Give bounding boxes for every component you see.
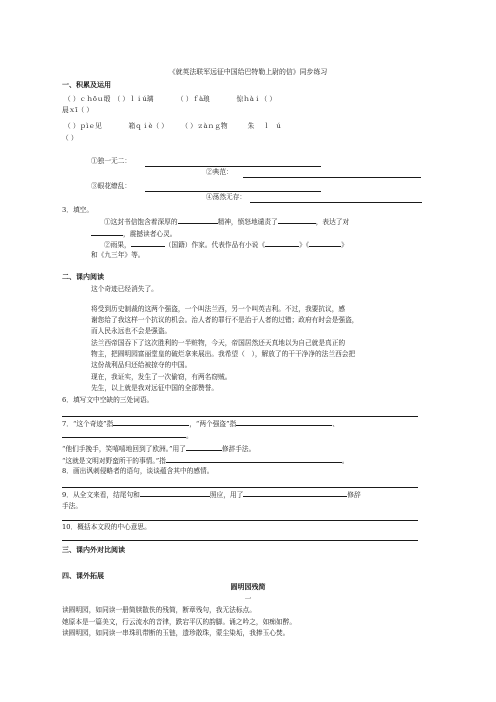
q3-2-text-a: ②雨果，: [104, 241, 131, 249]
idiom-4-answer-line: [250, 202, 422, 203]
q3-2-text-c: 》《: [299, 241, 310, 249]
q3-1-blank-1: [178, 217, 218, 224]
q7-blank-1: [113, 419, 189, 426]
idiom-2-label: ②典范：: [206, 168, 233, 176]
pinyin-line-1a: （ ）ｃｈōｕ缎 （ ）ｌｉú璃 （ ）ｆà琅 惊ｈàｉ（ ）: [64, 95, 277, 103]
pinyin-line-2b: （ ）: [62, 134, 78, 142]
section-2-heading: 二、课内阅读: [62, 273, 104, 281]
q7-text-b: ，“两个强盗”指: [189, 420, 237, 428]
article-title: 圆明园残简: [230, 583, 266, 591]
q3-1-blank-3: [91, 229, 123, 236]
q3-2-blank-1: [131, 240, 165, 247]
idiom-4-label: ④荡然无存：: [206, 193, 247, 201]
question-6: 6．填写文中空缺的三处词语。: [62, 396, 154, 404]
quote-question-1: [62, 444, 255, 454]
question-8: 8．画出讽刺侵略者的语句，谈谈蕴含其中的感情。: [62, 467, 214, 475]
article-line-2: 她原本是一篇美文，行云流水的音律，跌宕平仄的韵脚。诵之吟之，如痴如醉。: [62, 618, 297, 626]
article-line-3: 读圆明园，如同读一串珠玑带断的玉链，遗珍散珠，蒙尘染垢，我捧玉心焚。: [62, 629, 290, 637]
question-9-line-2: 手法。: [62, 502, 83, 510]
pinyin-line-2a: （ ）ｐìｅ见 箱ｑｉè（ ） （ ）ｚàｎｇ物 朱 ｌ ú: [64, 122, 281, 130]
section-3-heading: 三、课内外对比阅读: [62, 546, 125, 554]
q9-text-b: 照应，用了: [209, 491, 244, 499]
q9-text-c: 修辞: [347, 491, 361, 499]
passage-p1-line-1: 将受到历史制裁的这两个强盗，一个叫法兰西，另一个叫英吉利。不过，我要抗议，感: [91, 305, 346, 313]
q3-1-text-d: ，震撼读者心灵。: [123, 230, 177, 238]
passage-p1-line-3: 而人民永远也不会是强盗。: [91, 327, 172, 335]
quote2-text-a: “这就是文明对野蛮所干的事情。”指: [62, 457, 166, 465]
question-10: 10．概括本文段的中心意思。: [62, 523, 151, 531]
q3-1-text-b: 精神，愤怒地谴责了: [217, 218, 278, 226]
article-line-1: 读圆明园，如同读一册简牍散佚的残简，断章残句，我无法标点。: [62, 606, 256, 614]
q3-1-blank-2: [278, 217, 316, 224]
idiom-3-answer-line: [145, 191, 321, 192]
q3-2-blank-2: [265, 240, 299, 247]
quote-question-2: [62, 456, 349, 466]
q7-blank-2: [236, 419, 332, 426]
document-title: 《就英法联军远征中国给巴特勒上尉的信》同步练习: [168, 68, 328, 76]
q3-2-text-d: 》: [341, 241, 348, 249]
quote2-text-b: 。: [341, 457, 349, 465]
passage-line-0: 这个奇迹已经消失了。: [91, 285, 158, 293]
section-1-heading: 一、积累及运用: [62, 81, 111, 89]
idiom-1-answer-line: [145, 166, 321, 167]
pinyin-line-1b: 晨ｘī（ ）: [62, 106, 94, 114]
passage-p2-line-1: 法兰西帝国吞下了这次胜利的一半赃物，今天，帝国居然还天真地以为自己就是真正的: [91, 339, 346, 347]
idiom-1-label: ①独一无二：: [91, 157, 132, 165]
question-3-1-line-1: [104, 217, 349, 227]
q3-2-blank-3: [309, 240, 341, 247]
section-4-heading: 四、课外拓展: [62, 572, 104, 580]
quote1-text-a: “他们手挽手，笑嘻嘻地回到了欧洲。”用了: [62, 445, 186, 453]
passage-p1-line-2: 谢您给了我这样一个抗议的机会。治人者的罪行不是治于人者的过错；政府有时会是强盗，: [91, 316, 359, 324]
q9-text-a: 9．从全文来看，结尾句和: [62, 491, 140, 499]
q7-text-c: 、: [332, 420, 339, 428]
question-6-answer-line: [62, 416, 418, 417]
passage-p2-line-2: 物主，把圆明园富丽堂皇的破烂拿来展出。我希望（ ），解放了的干干净净的法兰西会把: [91, 350, 356, 358]
q9-blank-2: [243, 490, 347, 497]
passage-p4: 先生，以上就是我对远征中国的全部赞誉。: [91, 384, 219, 392]
question-7-line-2: [62, 431, 193, 441]
idiom-2-answer-line: [243, 177, 421, 178]
quote1-blank: [186, 444, 222, 451]
idiom-3-label: ③眼花缭乱：: [91, 182, 132, 190]
question-7: [62, 419, 339, 429]
question-9-answer-line: [62, 520, 418, 521]
q7-text-a: 7．“这个奇迹”指: [62, 420, 114, 428]
question-3: 3．填空。: [62, 206, 94, 214]
question-10-answer-line: [62, 540, 418, 541]
quote2-blank: [166, 456, 342, 463]
q7-blank-3: [62, 431, 186, 438]
question-3-2-line-1: [104, 240, 348, 250]
passage-p3: 现在，我证实，发生了一次偷窃，有两名窃贼。: [91, 373, 232, 381]
q9-blank-1: [140, 490, 210, 497]
q7-text-d: 。: [186, 432, 193, 440]
q3-1-text-c: ，表达了对: [315, 218, 350, 226]
question-9: [62, 490, 361, 500]
question-3-1-line-2: [91, 229, 177, 239]
question-8-answer-line: [62, 487, 418, 488]
quote1-text-b: 修辞手法。: [221, 445, 256, 453]
q3-2-text-b: （国籍）作家。代表作品有小说《: [164, 241, 266, 249]
question-3-2-line-2: 和《九三年》等。: [91, 251, 145, 259]
article-section-number: 一: [244, 595, 252, 603]
passage-p2-line-3: 这份战利品归还给被掠夺的中国。: [91, 361, 192, 369]
q3-1-text-a: ①这封书信饱含着深厚的: [104, 218, 178, 226]
